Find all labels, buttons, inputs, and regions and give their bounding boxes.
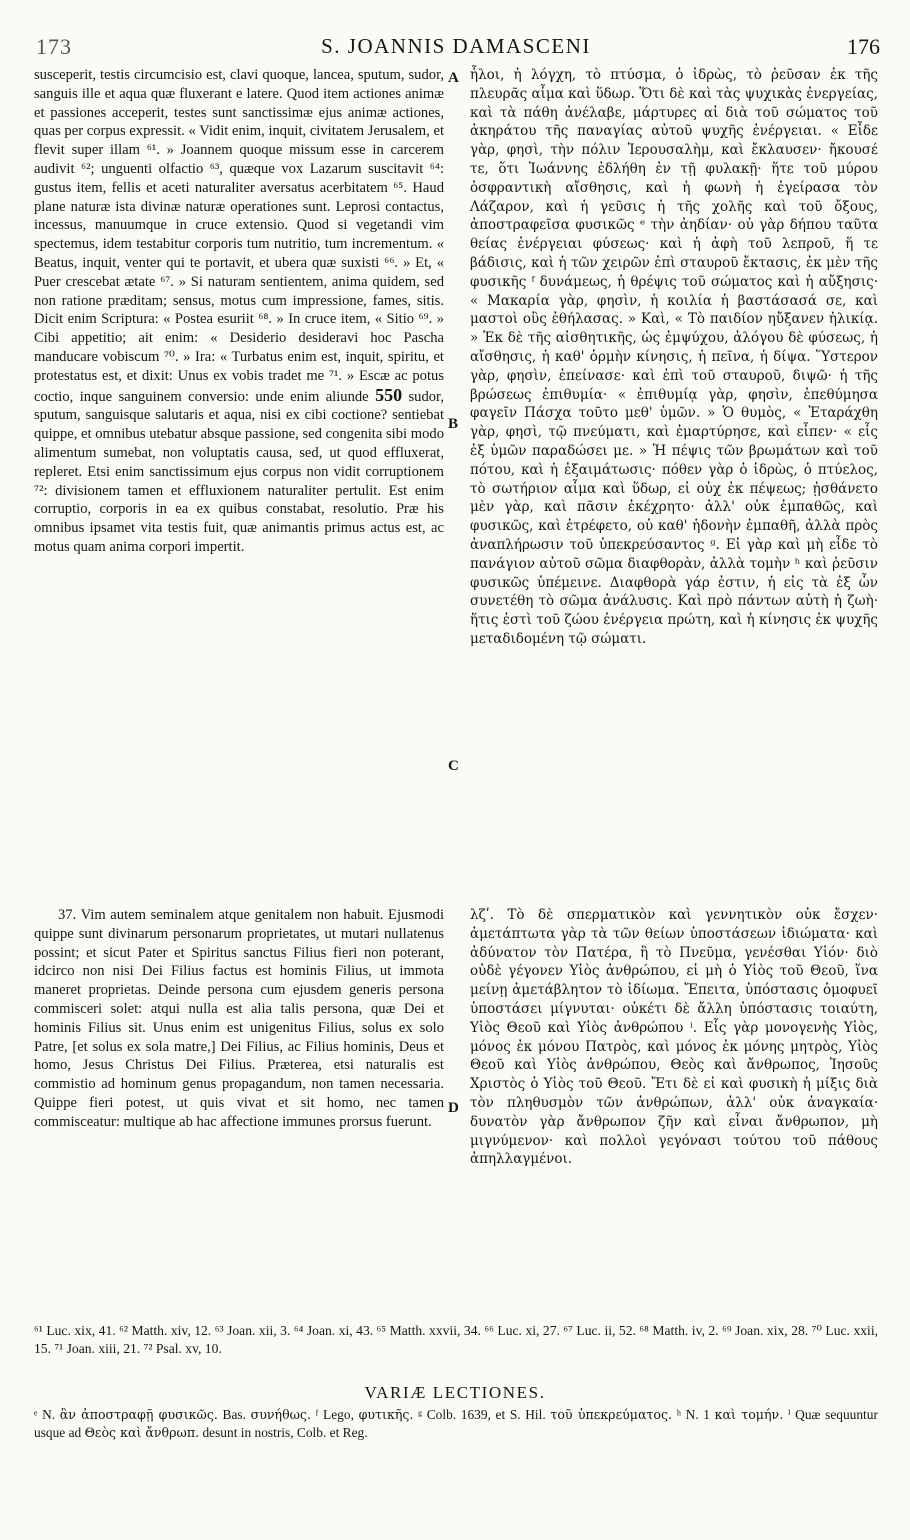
variant-g-greek: τοῦ ὑπεκρεύματος.	[550, 1407, 673, 1422]
greek-column-upper	[470, 66, 878, 649]
variant-g-text: ᵍ Colb. 1639, et S. Hil.	[418, 1407, 546, 1422]
variant-i-text: ⁱ Quæ sequuntur usque ad	[34, 1407, 878, 1440]
variant-i-greek: Θεὸς καὶ ἄνθρωπ.	[84, 1425, 200, 1440]
margin-marker-d: D	[448, 1100, 459, 1116]
latin-section-37: 37. Vim autem seminalem atque genitalem non habuit. Ejusmodi quippe sunt divinarum personarum proprietates, ut mutari nullatenus possint; et sicut Pater et Spiritus sanctus Filius fieri non poterant, idcirco non nisi Dei Filius factus est hominis Filius, ut immota maneret proprietas. Deinde persona cum ejusdem generis persona commisceri solet: atqui nulla est alia talis persona, quæ Dei et hominis Filius sit. Unus enim est unigenitus Filius, solus ex solo Patre, [et solus ex sola matre,] Dei Filius, ac Filius hominis, Deus et homo, Jesus Christus Dei Filius. Præterea, etsi naturalis est commistio ad hominum genus propagandum, non tamen necessaria. Quippe fieri potest, ut quis vivat et sit homo, nec tamen commisceatur: multique ab hac affectione immunes prorsus fuerunt.	[34, 907, 444, 1130]
variant-e-label: ᵉ N.	[34, 1407, 56, 1422]
margin-marker-b: B	[448, 416, 459, 432]
margin-marker-a: A	[448, 70, 459, 86]
latin-column-upper	[34, 66, 444, 557]
variant-h-greek: καὶ τομήν.	[714, 1407, 784, 1422]
scripture-footnotes: ⁶¹ Luc. xix, 41. ⁶² Matth. xiv, 12. ⁶³ Joan. xii, 3. ⁶⁴ Joan. xi, 43. ⁶⁵ Matth. xxvii, 34. ⁶⁶ Luc. xi, 27. ⁶⁷ Luc. ii, 52. ⁶⁸ Matth. iv, 2. ⁶⁹ Joan. xix, 28. ⁷⁰ Luc. xxii, 15. ⁷¹ Joan. xiii, 21. ⁷² Psal. xv, 10.	[34, 1323, 878, 1356]
variant-e-text: Bas.	[222, 1407, 246, 1422]
variant-i-text2: desunt in nostris, Colb. et Reg.	[202, 1425, 368, 1440]
page-header	[32, 30, 880, 62]
variant-f-text: ᶠ Lego,	[315, 1407, 354, 1422]
variant-h-text: ʰ N. 1	[676, 1407, 711, 1422]
variae-lectiones-title: VARIÆ LECTIONES.	[364, 1383, 546, 1402]
page-number-right: 176	[847, 34, 880, 59]
latin-text-a: susceperit, testis circumcisio est, clavi quoque, lancea, sputum, sudor, sanguis ille et aqua quæ fluxerant e latere. Quod item actiones animæ et passiones acceperit, testes sunt sanctissimæ ejus animæ actiones, quas per corpus expressit. « Vidit enim, inquit, civitatem Jerusalem, et flevit super illam ⁶¹. » Joannem quoque missum esse in carcerem audivit ⁶²; unguenti olfactio ⁶³, quæque vox Lazarum suscitavit ⁶⁴: gustus item, fellis et aceti naturaliter aversatus acerbitatem ⁶⁵. Haud plane naturæ ista divinæ naturæ operationes sunt. Leprosi contactus, incessus, manuumque in cruce extensio. Quod si vegetandi vim spectemus, idem testabitur corporis tum nutritio, tum incrementum. « Beatus, inquit, venter qui te portavit, et ubera quæ suxisti ⁶⁶. » Et, « Puer crescebat ætate ⁶⁷. » Si naturam sentientem, anima quidem, sed non ratione præditam; sensus, motus cum impressione, fames, sitis. Dicit enim Scriptura: « Postea esuriit ⁶⁸. » In cruce item, « Sitio ⁶⁹. » Cibi appetitio; ait enim: « Desiderio desideravi hoc Pascha manducare vobiscum ⁷⁰. » Ira: « Turbatus enim est, inquit, spiritu, et protestatus est, et dixit: Unus ex vobis tradet me ⁷¹. » Escæ ac potus coctio, inque sanguinem conversio: unde enim aliunde	[34, 67, 444, 405]
page-number-left: 173	[36, 34, 72, 59]
latin-text-b: sudor, sputum, sanguisque salutaris et aqua, nisi ex cibi coctione? sentiebat quippe, et omnibus utebatur absque passione, sed congenita sibi modo alimentum sumebat, non voluptatis causa, sed, ut quod effluxerat, repleret. Etsi enim sanctissimum ejus corpus non vidit corruptionem ⁷²: divisionem tamen et effluxionem naturaliter pertulit. Est enim corruptio, corporis in ea ex quibus constabat, resolutio. Præ his omnibus ipsamet vita testis fuit, quæ animantis primus actus est, ac motus quam anima corpori impertit.	[34, 388, 444, 555]
variant-f-greek: φυτικῆς.	[358, 1407, 414, 1422]
latin-column-lower	[34, 906, 444, 1132]
variant-e-greek: ἂν ἀποστραφῇ φυσικῶς.	[59, 1407, 218, 1422]
greek-text-a: ἧλοι, ἡ λόγχη, τὸ πτύσμα, ὁ ἱδρὼς, τὸ ῥεῦσαν ἐκ τῆς πλευρᾶς αἷμα καὶ ὕδωρ. Ὅτι δὲ καὶ τὰς ψυχικὰς ἐνεργείας, καὶ τὰ πάθη ἀνέλαβε, μάρτυρες αἱ διὰ τοῦ σώματος τοῦ ἀκηράτου τῆς παναγίας αὐτοῦ ψυχῆς ἐνέργειαι. « Εἶδε γὰρ, φησὶ, τὴν πόλιν Ἱερουσαλὴμ, καὶ ἔκλαυσεν· ἤκουσέ τε, ὅτι Ἰωάννης ἐδλήθη ἐν τῇ φυλακῇ· ἥτε τοῦ μύρου ὀσφραντικὴ αἴσθησις, καὶ ἡ φωνὴ ἡ ἐγείρασα τὸν Λάζαρον, καὶ ἡ γεῦσις ἡ τῆς χολῆς καὶ τοῦ ὄξους, ἀποστραφεῖσα φυσικῶς ᵉ τὴν ἀηδίαν· οὐ γὰρ δήπου ταῦτα θείας ἐνέργειαι φύσεως· καὶ ἡ ἀφὴ τοῦ λεπροῦ, ἥ τε βάδισις, καὶ ἡ τῶν χειρῶν ἐπὶ σταυροῦ ἔκτασις, ἐκ μὲν τῆς φυσικῆς ᶠ δυνάμεως, ἡ θρέψις τοῦ σώματος καὶ ἡ αὔξησις· « Μακαρία γὰρ, φησὶν, ἡ κοιλία ἡ βαστάσασά σε, καὶ μαστοὶ οὓς ἐθήλασας. » Καὶ, « Τὸ παιδίον ηὔξανεν ἡλικίᾳ. » Ἐκ δὲ τῆς αἰσθητικῆς, ὡς ἐμψύχου, ἀλόγου δὲ φύσεως, ἡ αἴσθησις, ἡ καθ' ὁρμὴν κίνησις, ἡ πεῖνα, ἡ δίψα. Ὕστερον γὰρ, φησὶν, ἐπείνασε· καὶ ἐπὶ τοῦ σταυροῦ, διψῶ· ἡ τῆς βρώσεως ἐπιθυμία· « ἐπιθυμίᾳ γὰρ, φησὶν, ἐπεθύμησα φαγεῖν Πάσχα τοῦτο μεθ' ὑμῶν. » Ὁ θυμὸς, « Ἐταράχθη γὰρ, φησὶ, τῷ πνεύματι, καὶ ἐμαρτύρησε, καὶ εἶπεν· « εἷς ἐξ ὑμῶν παραδώσει με. » Ἡ πέψις τῶν βρωμάτων καὶ τοῦ πότου, καὶ ἡ ἐξαιμάτωσις· πόθεν γὰρ ὁ ἱδρὼς, ὁ πτύελος, τὸ σωτήριον αἷμα καὶ ὕδωρ, εἰ οὐχ ἐκ πέψεως; ᾐσθάνετο μὲν γὰρ, καὶ πᾶσιν ἐκέχρητο· ἀλλ' οὐκ ἐμπαθῶς, καὶ φυσικῶς, καὶ ἐτρέφετο, οὐ καθ' ἡδονὴν ἐμπαθῆ, ἀλλὰ πρὸς ἀναπλήρωσιν τοῦ ὑπεκρεύσαντος ᵍ. Εἰ γὰρ καὶ μὴ εἶδε τὸ πανάγιον αὐτοῦ σῶμα διαφθορὰν, ἀλλὰ τομὴν ʰ καὶ ῥεῦσιν φυσικῶς ὑπέμεινε. Διαφθορὰ γάρ ἐστιν, ἡ εἰς τὰ ἐξ ὧν συνετέθη τὸ σῶμα ἀνάλυσις. Καὶ πρὸ πάντων αὐτὴ ἡ ζωὴ· ἥτις ἐστὶ τοῦ ζώου ἐνέργεια πρώτη, καὶ ἡ κίνησις ἐκ ψυχῆς μεταδιδομένη τῷ σώματι.	[470, 67, 878, 647]
running-title: S. JOANNIS DAMASCENI	[321, 34, 591, 58]
variant-e-greek2: συνήθως.	[250, 1407, 311, 1422]
column-number: 550	[375, 384, 403, 405]
margin-marker-c: C	[448, 758, 459, 774]
variae-lectiones	[34, 1406, 878, 1442]
greek-column-lower	[470, 906, 878, 1169]
greek-section-37: λζʹ. Τὸ δὲ σπερματικὸν καὶ γεννητικὸν οὐκ ἔσχεν· ἀμετάπτωτα γὰρ τὰ τῶν θείων ὑποστάσεων ἰδιώματα· καὶ ἀδύνατον τὸν Πατέρα, ἢ τὸ Πνεῦμα, γενέσθαι Υἱόν· διὸ οὐδὲ γέγονεν Υἱὸς ἀνθρώπου, εἰ μὴ ὁ Υἱὸς τοῦ Θεοῦ, ἵνα μείνῃ ἀμετάβλητον τὸ ἰδίωμα. Ἔπειτα, ὑπόστασις ὁμοφυεῖ ὑποστάσει μίγνυται· οὐκέτι δὲ ἄλλη ὑπόστασις τοιαύτη, Υἱὸς Θεοῦ καὶ Υἱὸς ἀνθρώπου ⁱ. Εἷς γὰρ μονογενὴς Υἱὸς, μόνος ἐκ μόνου Πατρὸς, καὶ μόνος ἐκ μόνης μητρὸς, Υἱὸς Θεοῦ καὶ Υἱὸς ἀνθρώπου, Θεὸς καὶ ἄνθρωπος, Ἰησοῦς Χριστὸς ὁ Υἱὸς τοῦ Θεοῦ. Ἔτι δὲ εἰ καὶ φυσικὴ ἡ μίξις διὰ τὸν πληθυσμὸν τῶν ἀνθρώπων, ἀλλ' οὐκ ἀναγκαία· δυνατὸν γὰρ ἄνθρωπον ζῆν καὶ εἶναι ἄνθρωπον, μὴ μιγνύμενον· καὶ πολλοὶ γεγόνασι τούτου τοῦ πάθους ἀπηλλαγμένοι.	[470, 907, 878, 1168]
